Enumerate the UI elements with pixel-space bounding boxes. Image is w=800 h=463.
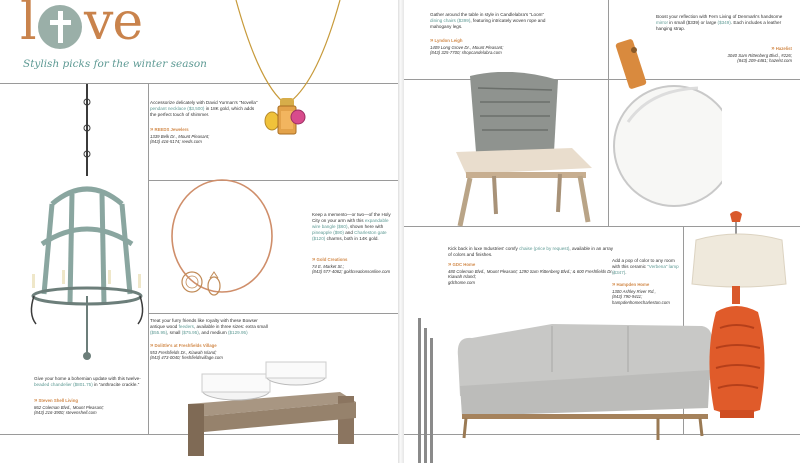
- lamp-copy-post: .: [625, 270, 627, 275]
- lamp-copy-pre: Add a pop of color to any room with this ceramic: [612, 258, 675, 269]
- masthead-logo: [20, 2, 180, 64]
- chandelier-copy-post: in “anthracite crackle.”: [94, 382, 140, 387]
- necklace-copy-post: in 18K gold, which adds the perfect touch of shimmer.: [150, 106, 255, 117]
- shop-address: 862 Coleman Blvd., Mount Pleasant;: [34, 404, 104, 410]
- necklace-copy-pre: Accessorize delicately with David Yurman's “Novella”: [150, 100, 258, 105]
- chair-price: dining chairs ($399): [430, 18, 471, 23]
- shop-name[interactable]: REEDS Jewelers: [154, 127, 189, 132]
- chaise-copy-pre: Kick back in luxe Industries' comfy: [448, 246, 518, 251]
- mirror-photo: [610, 30, 722, 226]
- bangle-shop: [312, 257, 394, 275]
- lamp-price: “Verbena” lamp ($347): [612, 264, 679, 275]
- mirror-copy-pre: Boost your reflection with Fern Living of Denmark's handsome: [656, 14, 783, 19]
- chaise-price: chaise (price by request): [519, 246, 570, 251]
- shop-contact[interactable]: (843) 473-0040; freshfieldsvillage.com: [150, 355, 223, 361]
- shop-contact[interactable]: (843) 790-9411; hampdenhomecharleston.com: [612, 294, 670, 305]
- shop-address: 74 E. Market St.;: [312, 263, 345, 269]
- chandelier-copy-pre: Give your home a bohemian update with this twelve-: [34, 376, 141, 381]
- feeder-copy: [150, 318, 274, 336]
- bangle-copy: [312, 212, 394, 242]
- chevron-right-icon: »: [150, 127, 154, 133]
- shop-name[interactable]: Hazelist: [775, 46, 792, 51]
- shop-name[interactable]: Gold Creations: [316, 257, 348, 262]
- chevron-right-icon: »: [34, 398, 38, 404]
- masthead-rest: ve: [84, 0, 143, 52]
- mirror-price-large: ($349): [717, 20, 731, 25]
- page-gutter: [398, 0, 404, 463]
- chair-photo: [436, 72, 606, 228]
- feeder-price-small: ($75.95): [181, 330, 199, 335]
- feeder-price-medium: ($129.95): [227, 330, 248, 335]
- bangle-copy-mid2: and: [345, 230, 353, 235]
- chair-copy-post: , featuring intricately woven rope and mahogany legs.: [430, 18, 546, 29]
- feeder-copy-mid: , available in three sizes: extra small: [193, 324, 268, 329]
- mirror-copy-mid: in small ($339) or large: [669, 20, 717, 25]
- shop-address: 1300 Ashley River Rd.,: [612, 288, 656, 294]
- shop-name[interactable]: GDC Home: [452, 262, 476, 267]
- chaise-shop: [448, 262, 618, 285]
- chair-shop: [430, 38, 548, 56]
- feeder-copy-mid2: , small: [167, 330, 181, 335]
- chair-copy: [430, 12, 548, 30]
- feeder-photo: [180, 352, 360, 456]
- feeder-copy-post: , and medium: [198, 330, 227, 335]
- chevron-right-icon: »: [312, 257, 316, 263]
- feeder-price-xs: ($55.95): [150, 330, 168, 335]
- chandelier-price: beaded chandelier ($801.75): [34, 382, 93, 387]
- lamp-copy: [612, 258, 680, 276]
- shop-contact[interactable]: (843) 325-7700; shopcandelabra.com: [430, 50, 502, 56]
- shop-name[interactable]: Lyndon Leigh: [434, 38, 463, 43]
- bangle-price: expandable wire bangle ($60): [312, 218, 389, 229]
- shop-contact[interactable]: (843) 416-5174; reeds.com: [150, 139, 202, 145]
- shop-address: 480 Coleman Blvd., Mount Pleasant; 1290 Sam Rittenberg Blvd.; & 600 Freshfields Dr., Kiawah Island;: [448, 268, 615, 280]
- lamp-shop: [612, 282, 682, 305]
- mirror-copy-post: . Each includes a leather hanging strap.: [656, 20, 782, 31]
- necklace-photo: [228, 0, 348, 180]
- chaise-copy-post: , available in an array of colors and finishes.: [448, 246, 614, 257]
- chevron-right-icon: »: [448, 262, 452, 268]
- rule: [608, 0, 609, 226]
- necklace-shop: [150, 127, 258, 145]
- necklace-price: pendant necklace ($3,500): [150, 106, 205, 111]
- shop-name[interactable]: Steven Shell Living: [38, 398, 78, 403]
- shop-name[interactable]: Hampden Home: [616, 282, 650, 287]
- mirror-label: mirror: [656, 20, 668, 25]
- shop-address: 1339 Belk Dr., Mount Pleasant;: [150, 133, 210, 139]
- feeder-label: feeders: [178, 324, 194, 329]
- shop-contact[interactable]: (843) 216-3900; stevenshell.com: [34, 410, 97, 416]
- bangle-copy-pre: Keep a memento—or two—of the Holy City on your arm with this: [312, 212, 391, 223]
- feeder-copy-pre: Treat your furry friends like royalty with these Bowser antique wood: [150, 318, 258, 329]
- chair-copy-pre: Gather around the table in style in Candlelabra's “Loom”: [430, 12, 544, 17]
- shop-contact[interactable]: (843) 209-4481; hazelst.com: [737, 58, 792, 64]
- shop-address: 1409 Long Grove Dr., Mount Pleasant;: [430, 44, 504, 50]
- bangle-gate-price: Charleston gate ($120): [312, 230, 387, 241]
- shop-address: 3040 Sam Rittenberg Blvd., #226;: [727, 52, 792, 58]
- chandelier-photo: [22, 84, 152, 370]
- masthead-letter-l: l: [20, 0, 37, 52]
- chevron-right-icon: »: [150, 343, 154, 349]
- bangle-copy-post: charms, both in 14K gold.: [326, 236, 379, 241]
- chaise-photo: [452, 316, 716, 446]
- bangle-pineapple-price: pineapple ($90): [312, 230, 344, 235]
- shop-address: 553 Freshfields Dr., Kiawah Island;: [150, 349, 217, 355]
- chandelier-copy: [34, 376, 142, 388]
- cross-icon: [38, 5, 82, 49]
- lamp-photo: [690, 206, 794, 438]
- chevron-right-icon: »: [612, 282, 616, 288]
- chevron-right-icon: »: [430, 38, 434, 44]
- bangle-copy-mid: , shown here with: [347, 224, 384, 229]
- necklace-copy: [150, 100, 258, 118]
- shop-contact[interactable]: gdchome.com: [448, 279, 475, 285]
- shop-contact[interactable]: (843) 577-4062; goldcreationsonline.com: [312, 269, 391, 275]
- rule: [148, 313, 398, 314]
- chaise-copy: [448, 246, 618, 258]
- shop-name[interactable]: Dolittle's at Freshfields Village: [154, 343, 217, 348]
- bangle-photo: [160, 160, 280, 310]
- decorative-bars: [418, 318, 434, 463]
- chevron-right-icon: »: [771, 46, 775, 52]
- tagline: Stylish picks for the winter season: [23, 58, 207, 70]
- chandelier-shop: [34, 398, 142, 416]
